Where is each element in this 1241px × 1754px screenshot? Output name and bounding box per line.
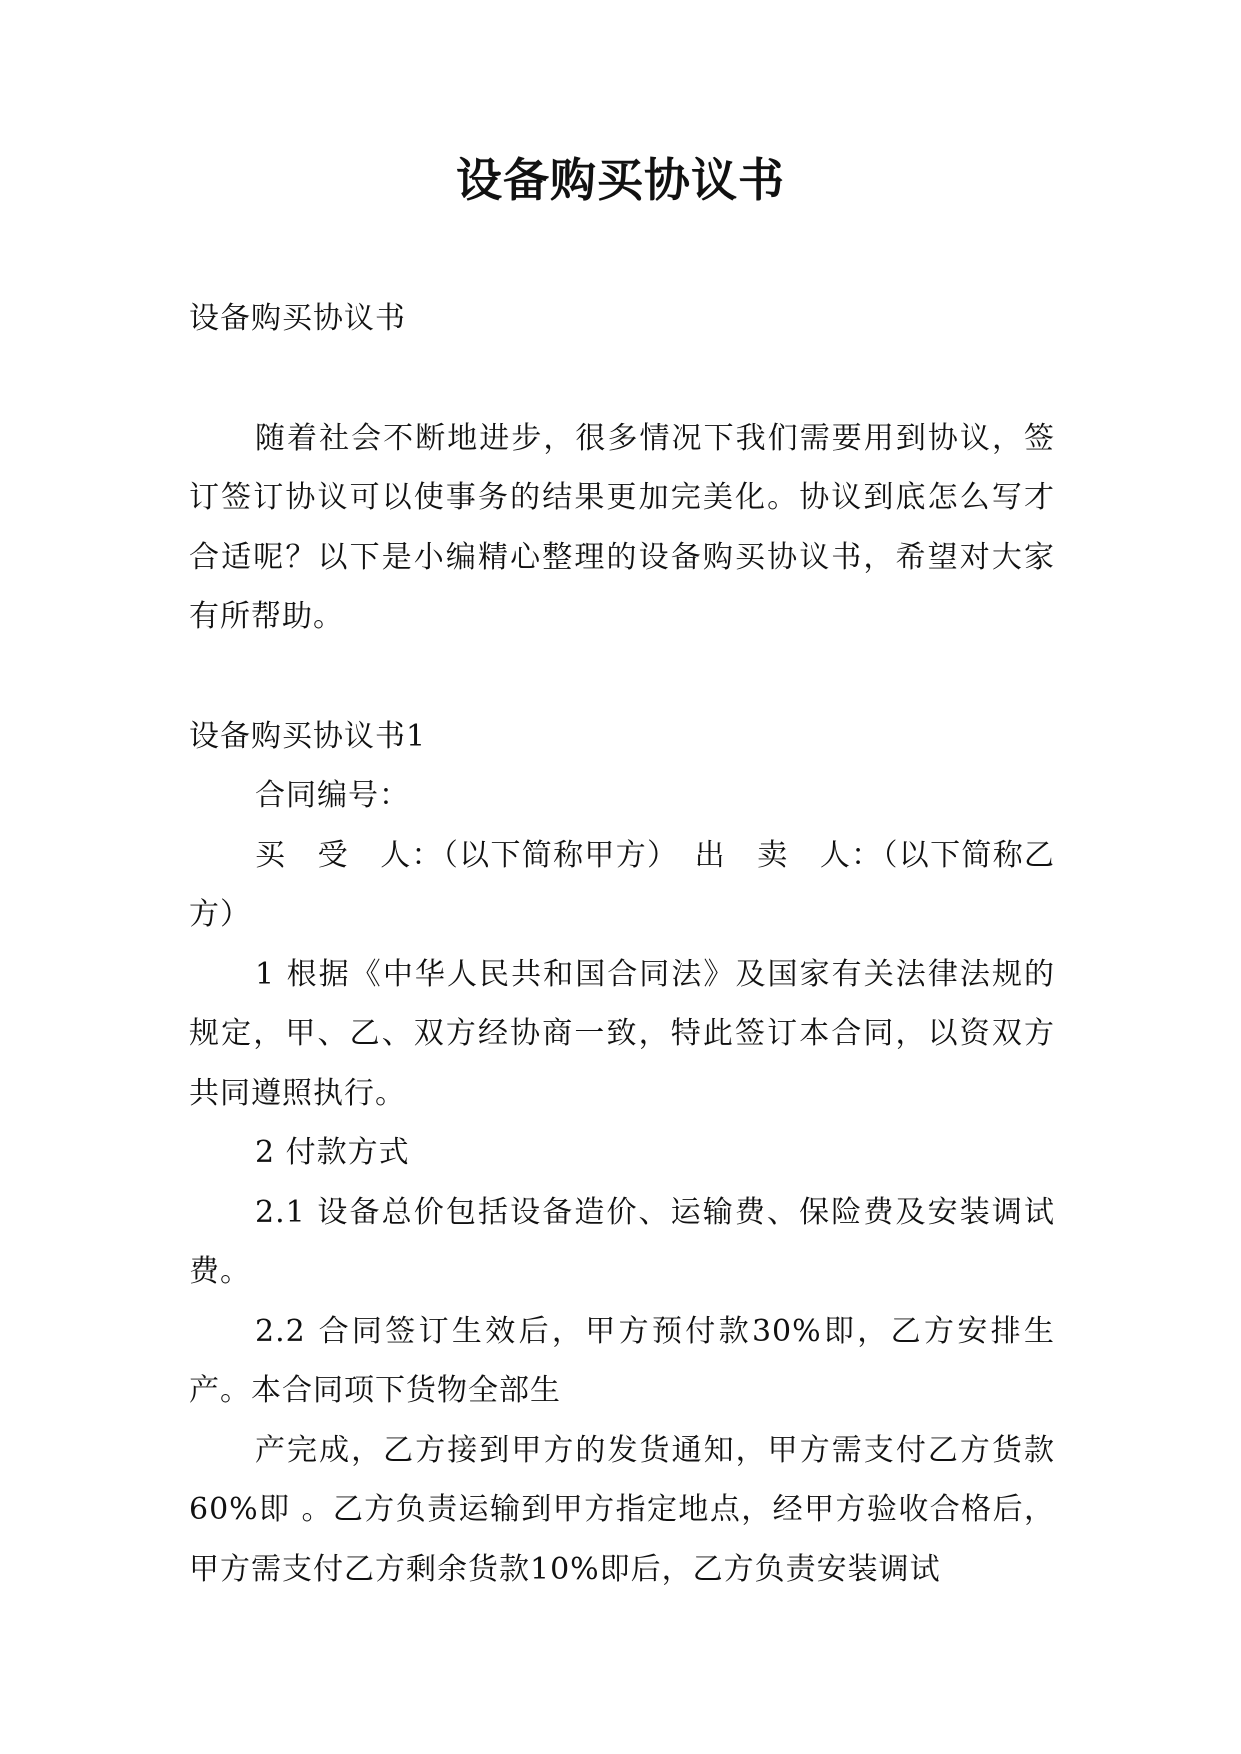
document-subtitle: 设备购买协议书 xyxy=(189,301,406,336)
document-body xyxy=(189,289,1055,1599)
parties-paragraph: 买 受 人：（以下简称甲方） 出 卖 人：（以下简称乙方） xyxy=(189,837,1055,932)
clause-2-2-paragraph: 2.2 合同签订生效后，甲方预付款30%即，乙方安排生产。本合同项下货物全部生 xyxy=(189,1313,1055,1408)
section-heading: 设备购买协议书1 xyxy=(189,718,427,754)
clause-2-heading: 2 付款方式 xyxy=(255,1135,410,1170)
contract-number-paragraph: 合同编号： xyxy=(255,778,410,813)
intro-paragraph: 随着社会不断地进步，很多情况下我们需要用到协议，签订签订协议可以使事务的结果更加完美化。协议到底怎么写才合适呢？以下是小编精心整理的设备购买协议书，希望对大家有所帮助。 xyxy=(189,420,1055,634)
clause-1-paragraph: 1 根据《中华人民共和国合同法》及国家有关法律法规的规定，甲、乙、双方经协商一致，特此签订本合同，以资双方共同遵照执行。 xyxy=(189,956,1055,1111)
document-title: 设备购买协议书 xyxy=(456,153,785,207)
clause-2-1-paragraph: 2.1 设备总价包括设备造价、运输费、保险费及安装调试费。 xyxy=(189,1194,1055,1289)
clause-2-2-continued-paragraph: 产完成，乙方接到甲方的发货通知，甲方需支付乙方货款60%即 。乙方负责运输到甲方指定地点，经甲方验收合格后，甲方需支付乙方剩余货款10%即后，乙方负责安装调试 xyxy=(189,1432,1055,1587)
